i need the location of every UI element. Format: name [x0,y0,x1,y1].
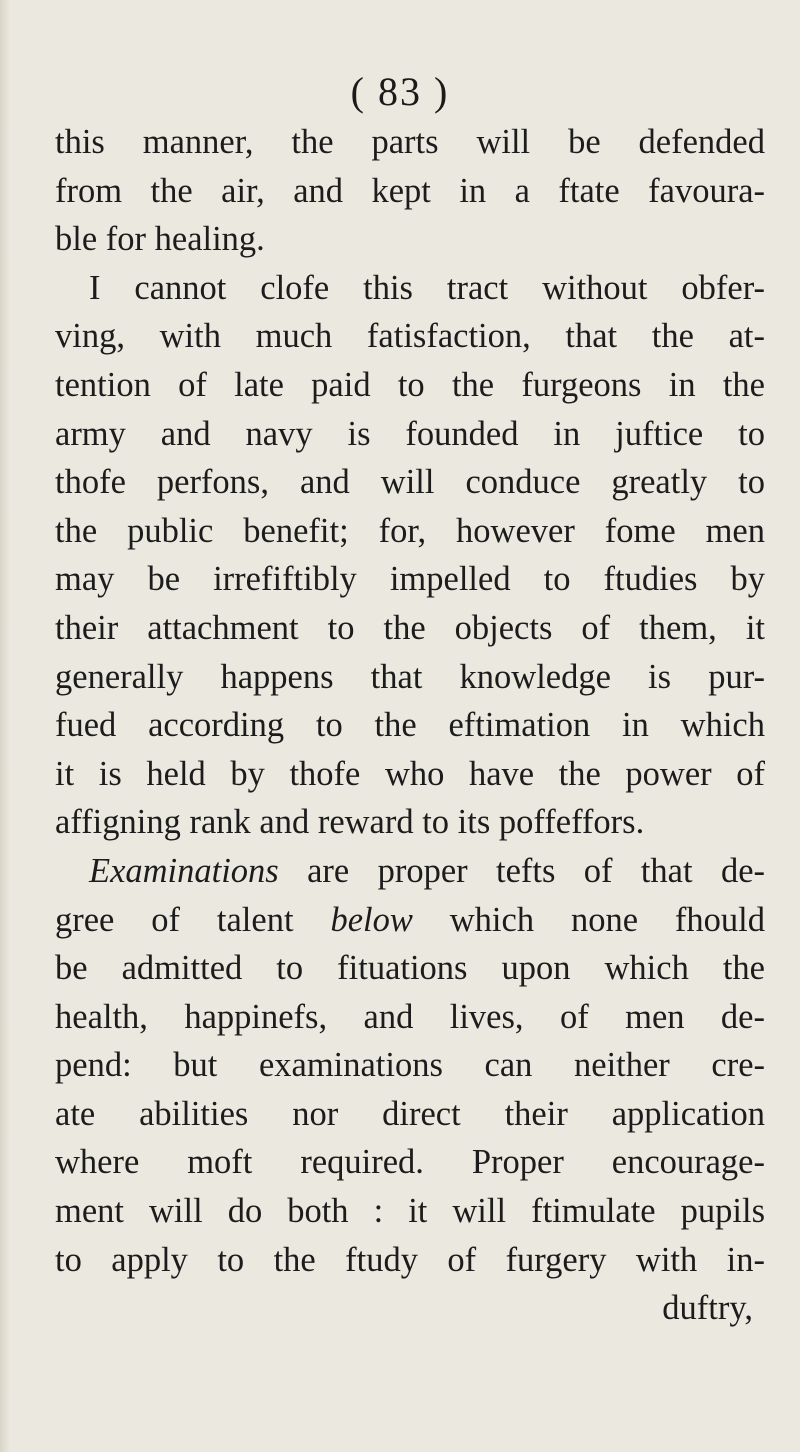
text-line [55,750,765,799]
text-line [55,410,765,459]
text-line [55,1284,765,1333]
text-run: where moft required. Proper encourage- [55,1143,765,1182]
text-line [55,798,765,847]
text-run: pend: but examinations can neither cre- [55,1046,765,1085]
italic-phrase: Examinations [89,851,279,890]
text-line [55,701,765,750]
text-run: ate abilities nor direct their application [55,1094,765,1133]
text-line [55,993,765,1042]
text-line [55,507,765,556]
text-line [55,167,765,216]
page-gutter-shadow [0,0,10,1452]
text-line [55,118,765,167]
text-line [55,1236,765,1285]
text-run: health, happinefs, and lives, of men de- [55,997,765,1036]
text-run: this manner, the parts will be defended [55,123,765,161]
text-line [55,1138,765,1187]
text-line [55,604,765,653]
text-run: ment will do both : it will ftimulate pupils [55,1192,765,1231]
text-run: generally happens that knowledge is pur- [55,657,765,696]
text-run: affigning rank and reward to its poffeffors. [55,803,645,842]
text-line [55,944,765,993]
text-run: be admitted to fituations upon which the [55,949,765,988]
text-line [55,312,765,361]
text-line [55,215,765,264]
text-line [55,458,765,507]
text-run: may be irrefiftibly impelled to ftudies by [55,560,765,599]
text-run: army and navy is founded in juftice to [55,414,765,453]
italic-phrase: below [330,900,413,939]
text-run: their attachment to the objects of them, it [55,608,765,647]
text-line [55,847,765,896]
text-run: ving, with much fatisfaction, that the at- [55,317,765,356]
text-run: I cannot clofe this tract without obfer- [89,268,765,307]
text-run: gree of talent [55,900,331,939]
text-line [55,555,765,604]
body-text [55,118,765,1333]
text-run: tention of late paid to the furgeons in the [55,365,765,404]
text-run: thofe perfons, and will conduce greatly to [55,463,765,502]
text-line [55,1041,765,1090]
text-line [55,653,765,702]
text-line [55,1187,765,1236]
page-number: ( 83 ) [350,69,450,114]
text-run: which none fhould [412,900,766,939]
text-run: it is held by thofe who have the power of [55,754,765,793]
text-run: the public benefit; for, however fome men [55,511,765,550]
text-run: ble for healing. [55,220,265,259]
text-line [55,1090,765,1139]
text-line [55,896,765,945]
text-run: fued according to the eftimation in which [55,706,765,745]
text-run: are proper tefts of that de- [278,851,765,890]
text-line [55,264,765,313]
text-run: duftry, [662,1289,753,1328]
text-run: from the air, and kept in a ftate favoura- [55,171,765,210]
text-line [55,361,765,410]
text-run: to apply to the ftudy of furgery with in- [55,1240,765,1279]
